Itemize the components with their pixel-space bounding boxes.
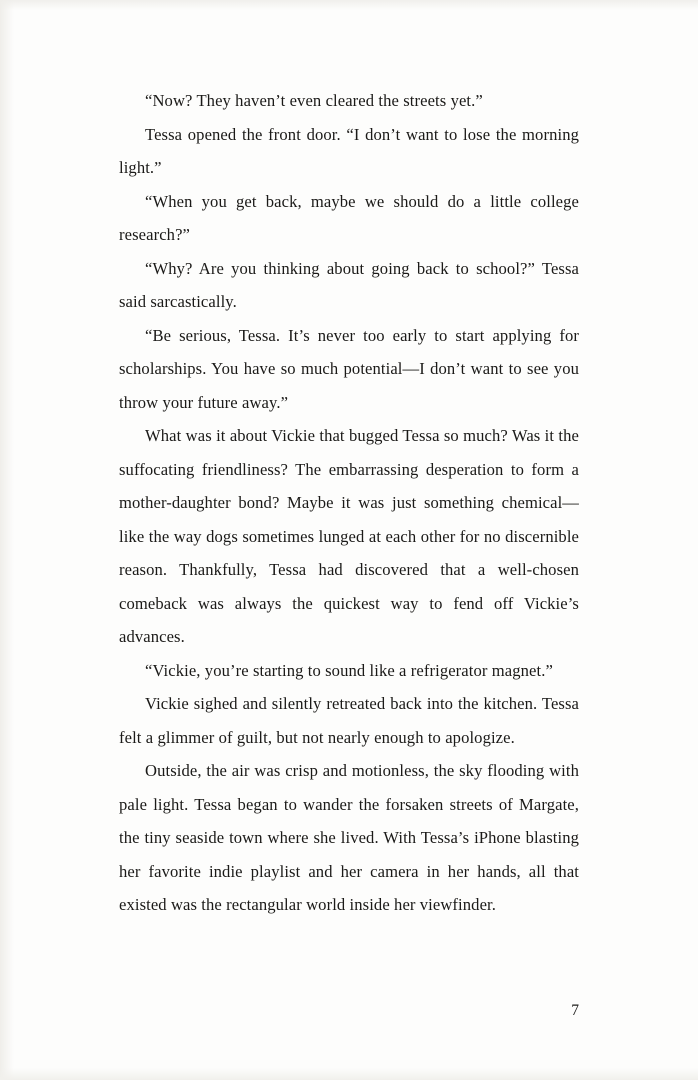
- page-number: 7: [571, 1002, 579, 1019]
- paragraph: “Vickie, you’re starting to sound like a refrigerator magnet.”: [145, 660, 553, 680]
- paragraph: “Why? Are you thinking about going back to school?” Tessa said sarcastically.: [119, 258, 579, 311]
- paragraph: Outside, the air was crisp and motionless, the sky flooding with pale light. Tessa began to wander the forsaken streets of Margate, the tiny seaside town where she lived. With Tessa’s iPhone blasting her favorite indie playlist and her camera in her hands, all that existed was the rectangular world inside her viewfinder.: [119, 761, 579, 914]
- page-edge-shading-left: [0, 0, 14, 1080]
- paragraph: “When you get back, maybe we should do a little college research?”: [119, 191, 579, 244]
- paragraph: Tessa opened the front door. “I don’t want to lose the morning light.”: [119, 124, 579, 177]
- page-edge-shading-top: [0, 0, 698, 10]
- page-edge-shading-bottom: [0, 1068, 698, 1080]
- body-text: [119, 84, 579, 922]
- paragraph: What was it about Vickie that bugged Tessa so much? Was it the suffocating friendliness? The embarrassing desperation to form a mother-daughter bond? Maybe it was just something chemical—like the way dogs sometimes lunged at each other for no discernible reason. Thankfully, Tessa had discovered that a well-chosen comeback was always the quickest way to fend off Vickie’s advances.: [119, 426, 579, 646]
- paragraph: Vickie sighed and silently retreated back into the kitchen. Tessa felt a glimmer of guilt, but not nearly enough to apologize.: [119, 694, 579, 747]
- paragraph: “Now? They haven’t even cleared the streets yet.”: [145, 91, 483, 110]
- paragraph: “Be serious, Tessa. It’s never too early to start applying for scholarships. You have so much potential—I don’t want to see you throw your future away.”: [119, 325, 579, 412]
